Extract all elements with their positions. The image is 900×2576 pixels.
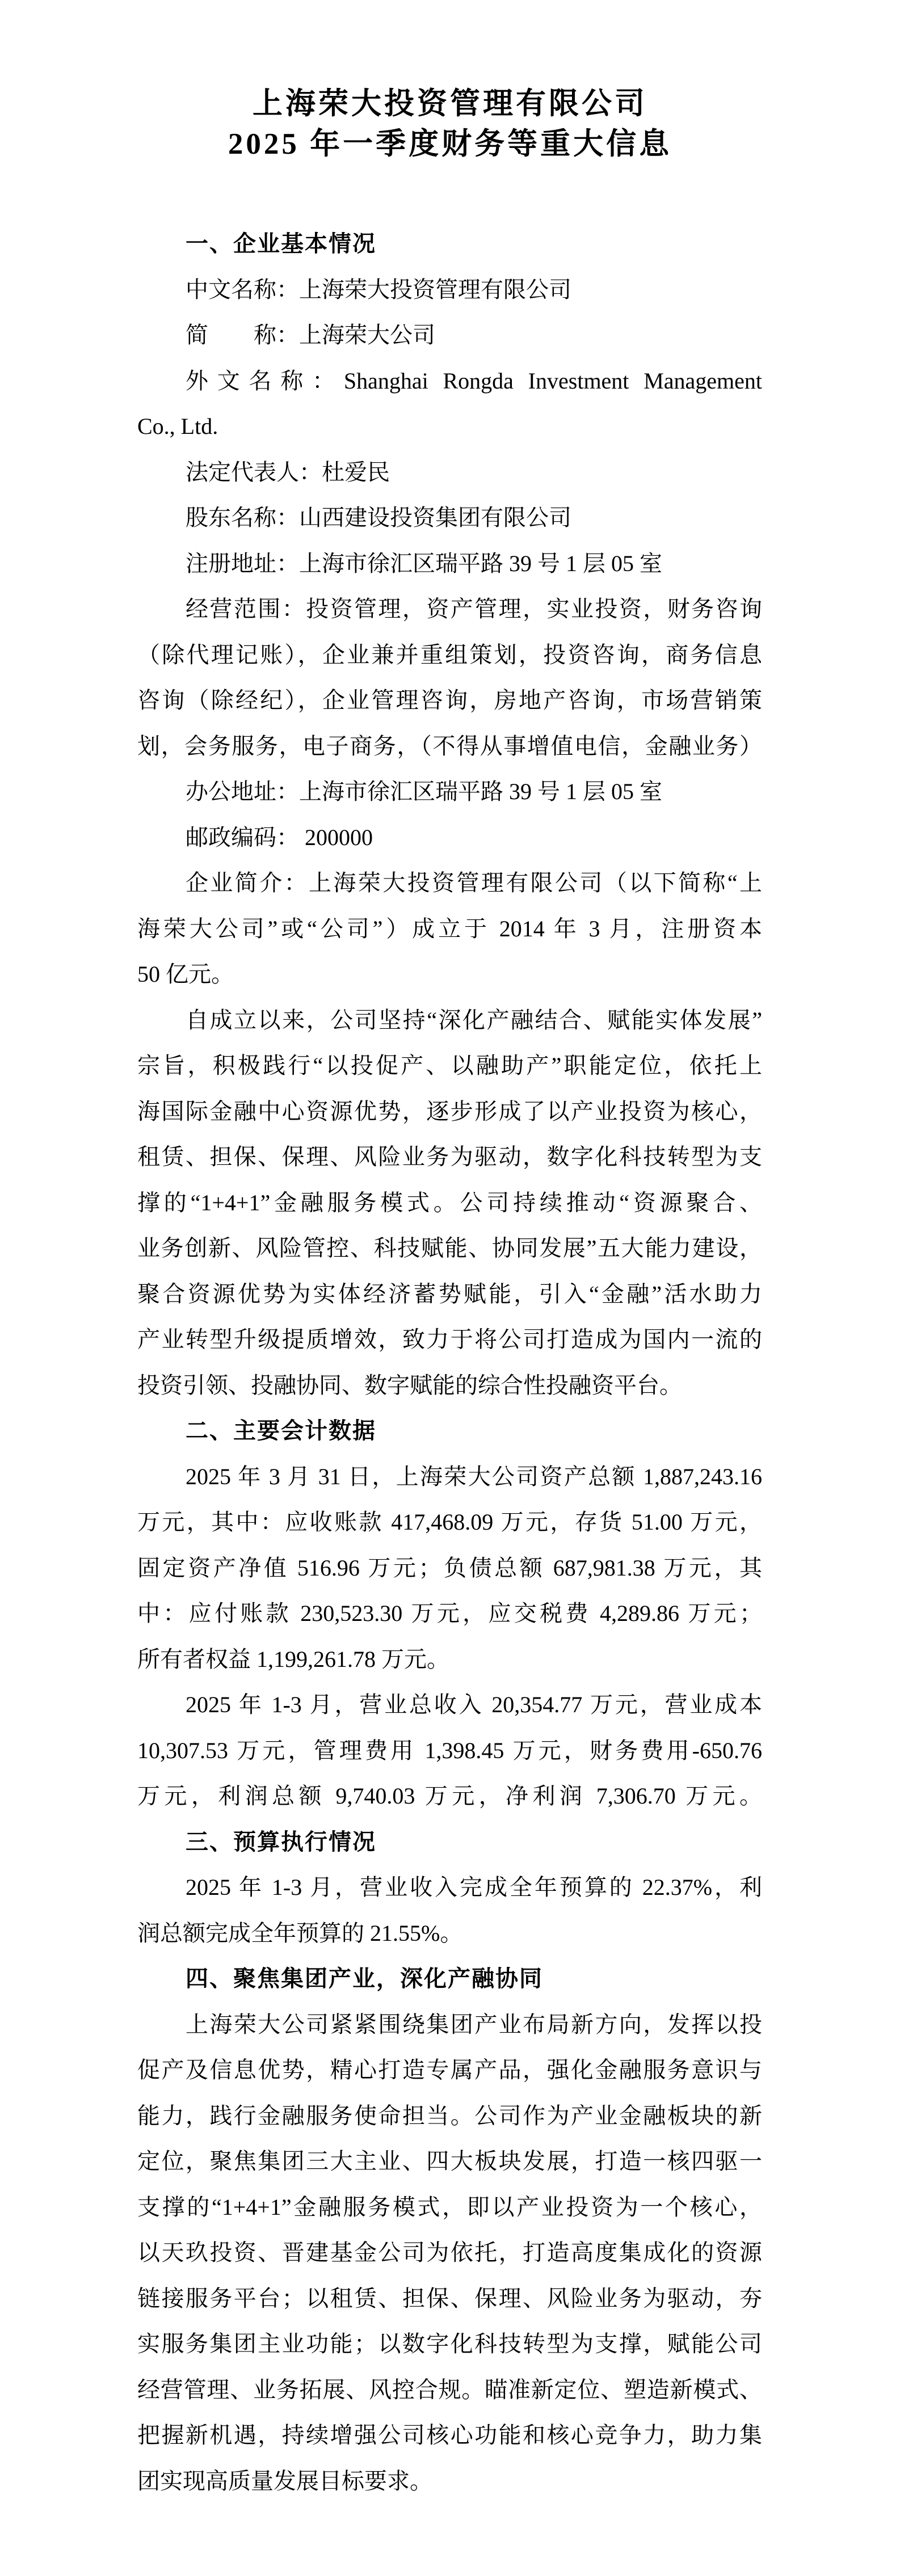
section-heading-1: 一、企业基本情况 [186,231,376,256]
text-line: 中：应付账款 230,523.30 万元，应交税费 4,289.86 万元； [137,1601,762,1626]
text-line: 所有者权益 1,199,261.78 万元。 [137,1646,449,1672]
text-line: 投资引领、投融协同、数字赋能的综合性投融资平台。 [137,1372,682,1398]
text-line: 海国际金融中心资源优势，逐步形成了以产业投资为核心， [137,1098,762,1124]
text-line: 促产及信息优势，精心打造专属产品，强化金融服务意识与 [137,2057,762,2083]
text-line: 2025 年 3 月 31 日，上海荣大公司资产总额 1,887,243.16 [186,1463,762,1489]
text-line: 法定代表人：杜爱民 [186,459,390,485]
text-line: 润总额完成全年预算的 21.55%。 [137,1920,463,1946]
text-line: 实服务集团主业功能；以数字化科技转型为支撑，赋能公司 [137,2331,762,2357]
text-line: 50 亿元。 [137,961,234,987]
text-line: 办公地址：上海市徐汇区瑞平路 39 号 1 层 05 室 [186,779,662,804]
text-line: 经营管理、业务拓展、风控合规。瞄准新定位、塑造新模式、 [137,2376,762,2402]
text-line: 上海荣大公司紧紧围绕集团产业布局新方向，发挥以投 [186,2011,762,2037]
text-line: Co., Ltd. [137,413,218,439]
text-line: 企业简介：上海荣大投资管理有限公司（以下简称“上 [186,870,762,896]
section-heading-4: 四、聚焦集团产业，深化产融协同 [186,1966,543,1991]
text-line: 定位，聚焦集团三大主业、四大板块发展，打造一核四驱一 [137,2148,762,2174]
text-line: 固定资产净值 516.96 万元；负债总额 687,981.38 万元，其 [137,1555,762,1581]
text-line: 邮政编码： 200000 [186,824,373,850]
text-line: 中文名称：上海荣大投资管理有限公司 [186,276,571,302]
text-line: 划，会务服务，电子商务，（不得从事增值电信，金融业务） [137,733,762,759]
text-line: 链接服务平台；以租赁、担保、保理、风险业务为驱动，夯 [137,2285,762,2311]
text-line: （除代理记账），企业兼并重组策划，投资咨询，商务信息 [137,641,762,668]
section-heading-2: 二、主要会计数据 [186,1418,376,1443]
section-heading-3: 三、预算执行情况 [186,1829,376,1855]
text-line: 股东名称：山西建设投资集团有限公司 [186,505,571,530]
text-line: 简 称：上海荣大公司 [186,322,435,348]
text-line: 自成立以来，公司坚持“深化产融结合、赋能实体发展” [186,1007,762,1033]
document-title-line-1: 上海荣大投资管理有限公司 [253,87,647,120]
text-line: 经营范围：投资管理，资产管理，实业投资，财务咨询 [186,596,762,622]
text-line: 业务创新、风险管控、科技赋能、协同发展”五大能力建设， [137,1235,762,1261]
text-line: 支撑的“1+4+1”金融服务模式，即以产业投资为一个核心， [137,2194,762,2220]
text-line: 海荣大公司”或“公司”）成立于 2014 年 3 月，注册资本 [137,915,762,941]
text-line: 10,307.53 万元，管理费用 1,398.45 万元，财务费用-650.76 [137,1737,762,1763]
text-line: 万元，其中：应收账款 417,468.09 万元，存货 51.00 万元， [137,1509,762,1535]
text-line: 外文名称：Shanghai Rongda Investment Management [186,368,762,394]
text-line: 能力，践行金融服务使命担当。公司作为产业金融板块的新 [137,2102,762,2129]
text-line: 2025 年 1-3 月，营业收入完成全年预算的 22.37%，利 [186,1874,762,1900]
document-body [137,221,762,2504]
text-line: 注册地址：上海市徐汇区瑞平路 39 号 1 层 05 室 [186,550,662,576]
text-line: 2025 年 1-3 月，营业总收入 20,354.77 万元，营业成本 [186,1692,762,1717]
text-line: 把握新机遇，持续增强公司核心功能和核心竞争力，助力集 [137,2422,762,2448]
document-title-line-2: 2025 年一季度财务等重大信息 [228,128,672,161]
text-line: 团实现高质量发展目标要求。 [137,2468,432,2494]
document-title [0,0,900,164]
text-line: 以天玖投资、晋建基金公司为依托，打造高度集成化的资源 [137,2240,762,2265]
text-line: 撑的“1+4+1”金融服务模式。公司持续推动“资源聚合、 [137,1189,762,1215]
text-line: 聚合资源优势为实体经济蓄势赋能，引入“金融”活水助力 [137,1281,762,1307]
text-line: 万元，利润总额 9,740.03 万元，净利润 7,306.70 万元。 [137,1783,762,1809]
text-line: 宗旨，积极践行“以投促产、以融助产”职能定位，依托上 [137,1053,762,1078]
text-line: 产业转型升级提质增效，致力于将公司打造成为国内一流的 [137,1327,762,1352]
text-line: 租赁、担保、保理、风险业务为驱动，数字化科技转型为支 [137,1144,762,1169]
text-line: 咨询（除经纪），企业管理咨询，房地产咨询，市场营销策 [137,687,762,713]
